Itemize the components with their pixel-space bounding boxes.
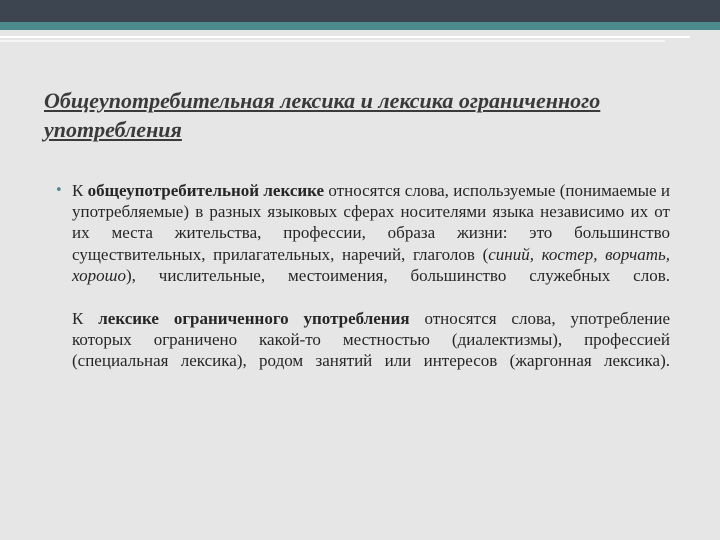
header-divider-line-secondary — [0, 40, 665, 42]
bullet-icon: • — [55, 183, 63, 198]
term-restricted-vocabulary: лексике ограниченного употребления — [98, 309, 410, 329]
paragraph-common-vocabulary — [55, 180, 671, 286]
slide-body — [55, 180, 671, 372]
examples-italic: синий, костер, ворчать, хорошо — [72, 244, 670, 285]
term-common-vocabulary: общеупотребительной лексике — [87, 181, 325, 200]
paragraph-restricted-vocabulary — [72, 308, 670, 372]
header-accent-stripe — [0, 22, 720, 30]
paragraph-text: ), числительные, местоимения, большинство служебных слов. — [125, 265, 670, 285]
paragraph-text: К — [72, 309, 99, 329]
paragraph-text: К — [72, 181, 88, 200]
header-divider-line — [0, 36, 690, 38]
paragraph-text: относятся слова, употребление которых ограничено какой-то местностью (диалектизмы), профессией (специальная лексика), родом занятий или интересов (жаргонная лексика). — [72, 309, 670, 371]
slide-title: Общеупотребительная лексика и лексика ограниченного употребления — [44, 88, 601, 142]
paragraph-text: относятся слова, используемые (понимаемые и употребляемые) в разных языковых сферах носителями языка независимо их от их места жительства, профессии, образа жизни: это большинство существительных, прилагательных, наречий, глаголов ( — [72, 181, 671, 264]
header-bar — [0, 0, 720, 22]
